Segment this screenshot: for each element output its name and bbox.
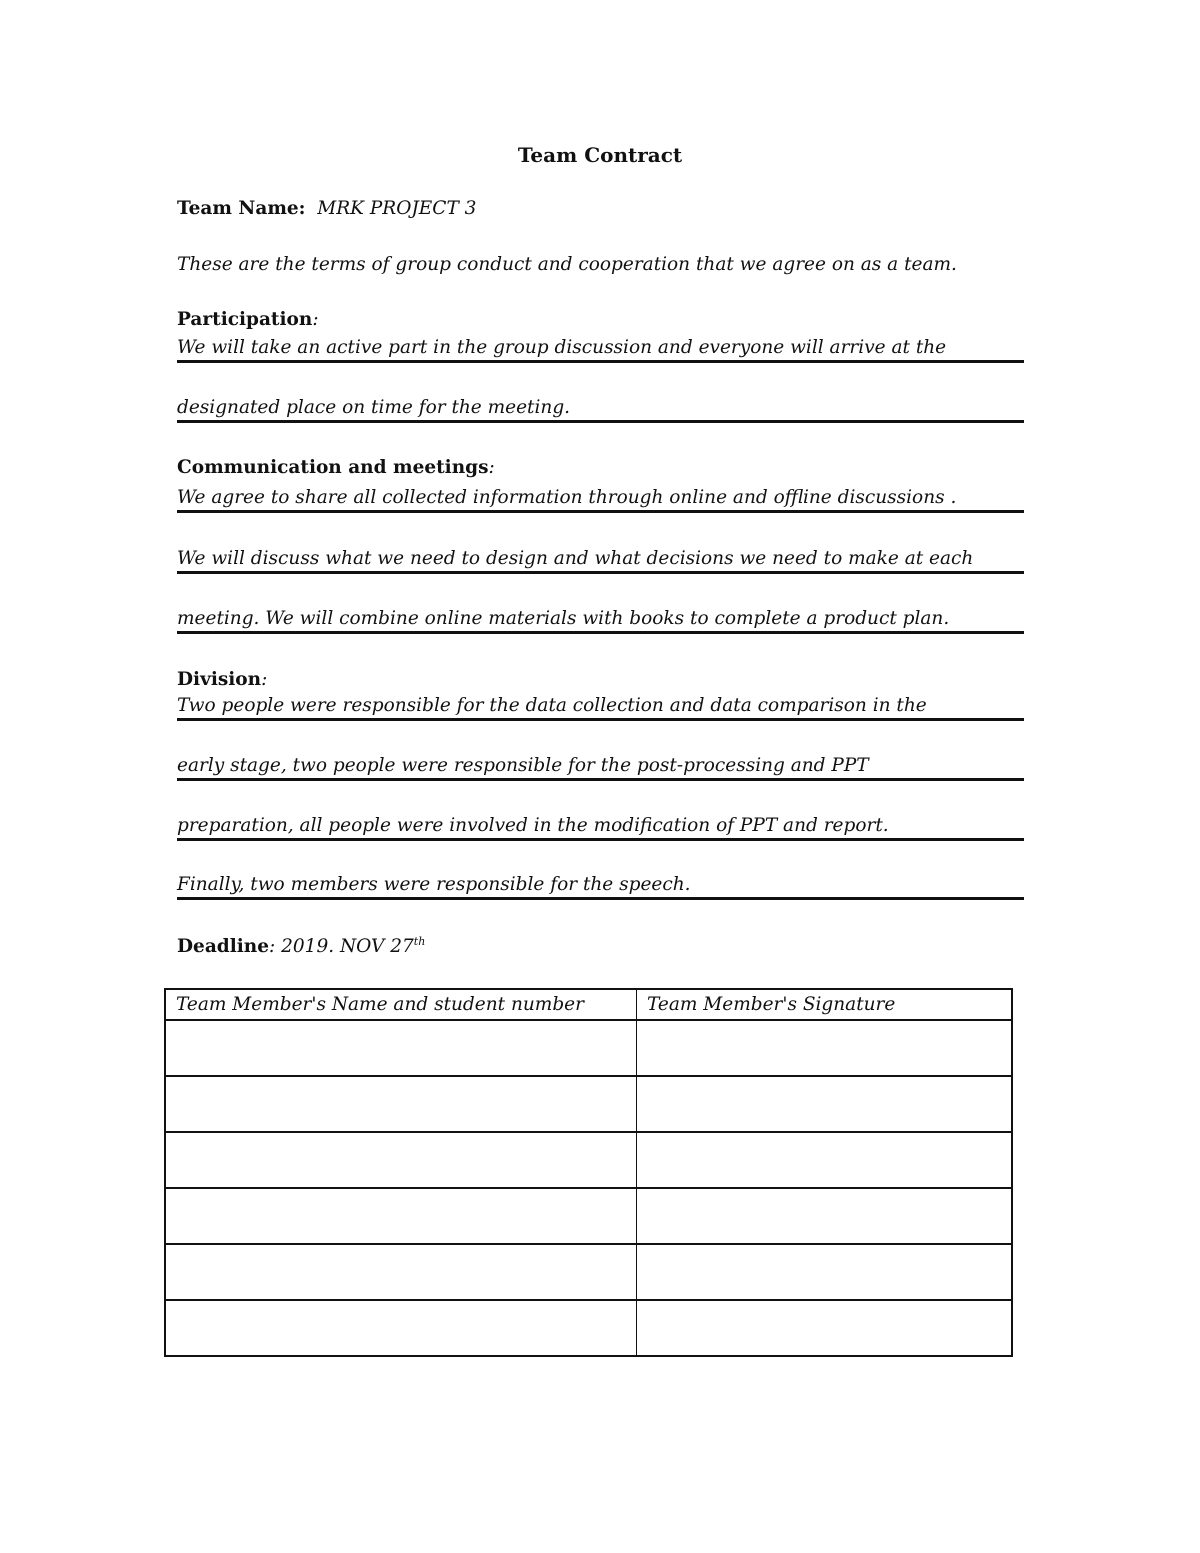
table-row	[165, 1244, 1012, 1300]
deadline-value: : 2019. NOV 27	[269, 936, 414, 958]
member-signature-cell[interactable]	[637, 1132, 1013, 1188]
division-heading-label: Division	[177, 669, 262, 690]
communication-heading-label: Communication and meetings	[177, 457, 489, 478]
communication-line-1: We agree to share all collected information through online and offline discussions .	[177, 487, 1024, 513]
team-name-value: MRK PROJECT 3	[317, 198, 477, 219]
table-row	[165, 1020, 1012, 1076]
member-signature-cell[interactable]	[637, 1020, 1013, 1076]
participation-colon: :	[312, 309, 319, 330]
table-row	[165, 1076, 1012, 1132]
communication-line-2: We will discuss what we need to design and what decisions we need to make at each	[177, 548, 1024, 574]
member-signature-cell[interactable]	[637, 1188, 1013, 1244]
table-row	[165, 1300, 1012, 1356]
division-line-1: Two people were responsible for the data collection and data comparison in the	[177, 695, 1024, 721]
division-line-3: preparation, all people were involved in the modification of PPT and report.	[177, 815, 1024, 841]
communication-colon: :	[488, 457, 495, 478]
table-header-row	[165, 989, 1012, 1020]
deadline-suffix: th	[413, 935, 426, 948]
participation-line-2: designated place on time for the meeting.	[177, 397, 1024, 423]
member-name-cell[interactable]	[165, 1188, 637, 1244]
member-name-cell[interactable]	[165, 1244, 637, 1300]
member-name-cell[interactable]	[165, 1076, 637, 1132]
intro-text: These are the terms of group conduct and cooperation that we agree on as a team.	[177, 254, 957, 275]
participation-heading-label: Participation	[177, 309, 313, 330]
page-title: Team Contract	[517, 143, 683, 167]
division-colon: :	[261, 669, 268, 690]
participation-heading	[177, 309, 319, 330]
member-name-cell[interactable]	[165, 1020, 637, 1076]
member-name-cell[interactable]	[165, 1132, 637, 1188]
communication-heading	[177, 457, 495, 478]
member-name-cell[interactable]	[165, 1300, 637, 1356]
member-signature-cell[interactable]	[637, 1300, 1013, 1356]
division-line-2: early stage, two people were responsible for the post-processing and PPT	[177, 755, 1024, 781]
team-name-line	[177, 198, 476, 219]
members-table	[164, 988, 1013, 1357]
team-name-label: Team Name:	[177, 198, 306, 219]
name-column-header: Team Member's Name and student number	[165, 989, 637, 1020]
division-heading	[177, 669, 267, 690]
member-signature-cell[interactable]	[637, 1076, 1013, 1132]
communication-line-3: meeting. We will combine online materials with books to complete a product plan.	[177, 608, 1024, 634]
deadline-label: Deadline	[177, 936, 270, 958]
member-signature-cell[interactable]	[637, 1244, 1013, 1300]
participation-line-1: We will take an active part in the group discussion and everyone will arrive at the	[177, 337, 1024, 363]
table-row	[165, 1132, 1012, 1188]
signature-column-header: Team Member's Signature	[637, 989, 1013, 1020]
table-row	[165, 1188, 1012, 1244]
division-line-4: Finally, two members were responsible for the speech.	[177, 874, 1024, 900]
deadline-line	[177, 935, 425, 957]
